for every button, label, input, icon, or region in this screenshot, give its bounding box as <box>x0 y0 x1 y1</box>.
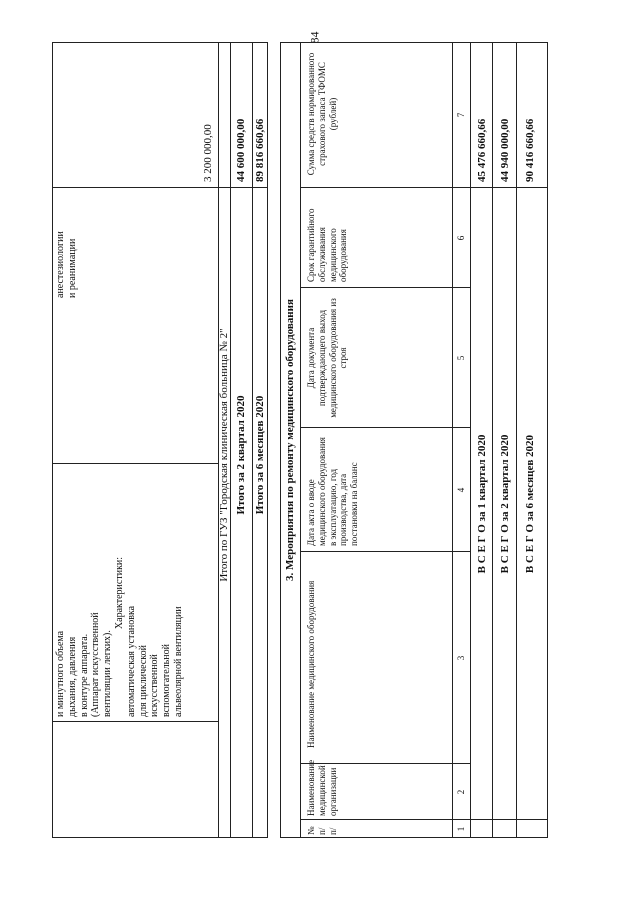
section3-row-line <box>470 42 471 838</box>
col-number-3: 3 <box>456 655 466 661</box>
total-q2-label: В С Е Г О за 2 квартал 2020 <box>499 434 511 574</box>
q2-total-label: Итого за 2 квартал 2020 <box>235 395 247 515</box>
q2-total-value: 44 600 000,00 <box>235 118 247 182</box>
header-warranty-period: Срок гарантийного обслуживания медицинского оборудования <box>306 208 349 282</box>
top-block-col-line <box>52 721 218 722</box>
department-text: анестезиологии и реанимации <box>55 231 78 298</box>
top-block-col-line <box>52 463 218 464</box>
section3-title: 3. Мероприятия по ремонту медицинского оборудования <box>284 299 296 581</box>
col-number-6: 6 <box>456 235 466 241</box>
col-number-4: 4 <box>456 487 466 493</box>
org-total-label: Итого по ГУЗ "Городская клиническая больница № 2" <box>218 328 230 582</box>
header-equipment-name: Наименование медицинского оборудования <box>306 580 316 748</box>
rotated-table-sheet <box>52 42 548 838</box>
section3-col-line <box>300 287 470 288</box>
total-q1-value: 45 476 660,66 <box>476 118 488 182</box>
section3-row-line <box>492 42 493 838</box>
top-block-row-line <box>252 42 253 838</box>
header-failure-doc-date: Дата документа подтверждающего выход медицинского оборудования из строя <box>306 298 349 418</box>
header-no: № п/п/ <box>306 826 338 835</box>
header-act-date: Дата акта о вводе медицинского оборудования в эксплуатацию, год производства, дата постановки на баланс <box>306 437 360 546</box>
page-number: 84 <box>307 31 322 44</box>
section3-row-line <box>516 42 517 838</box>
header-organization: Наименование медицинской организации <box>306 759 338 816</box>
col-number-2: 2 <box>456 789 466 795</box>
section3-col-line <box>300 551 470 552</box>
equipment-amount: 3 200 000,00 <box>202 124 214 182</box>
total-h6-label: В С Е Г О за 6 месяцев 2020 <box>524 434 536 574</box>
col-number-1: 1 <box>456 826 466 832</box>
section3-row-line <box>452 42 453 838</box>
section3-col-line <box>300 763 470 764</box>
equipment-description: и минутного объема дыхания, давления в контуре аппарата. (Аппарат искусственной вентиляции легких). Характеристики: автоматическая установка для циклической искусственной вспомогательной альвеолярной вентиляции <box>55 556 184 717</box>
col-number-5: 5 <box>456 355 466 361</box>
col-number-7: 7 <box>456 112 466 118</box>
h6-total-label: Итого за 6 месяцев 2020 <box>254 395 266 515</box>
total-q1-label: В С Е Г О за 1 квартал 2020 <box>476 434 488 574</box>
section3-row-line <box>300 42 301 838</box>
header-tfoms-amount: Сумма средств нормированного страхового запаса ТФОМС (рублей) <box>306 52 338 176</box>
total-h6-value: 90 416 660,66 <box>524 118 536 182</box>
h6-total-value: 89 816 660,66 <box>254 118 266 182</box>
total-q2-value: 44 940 000,00 <box>499 118 511 182</box>
section3-col-line <box>300 427 470 428</box>
